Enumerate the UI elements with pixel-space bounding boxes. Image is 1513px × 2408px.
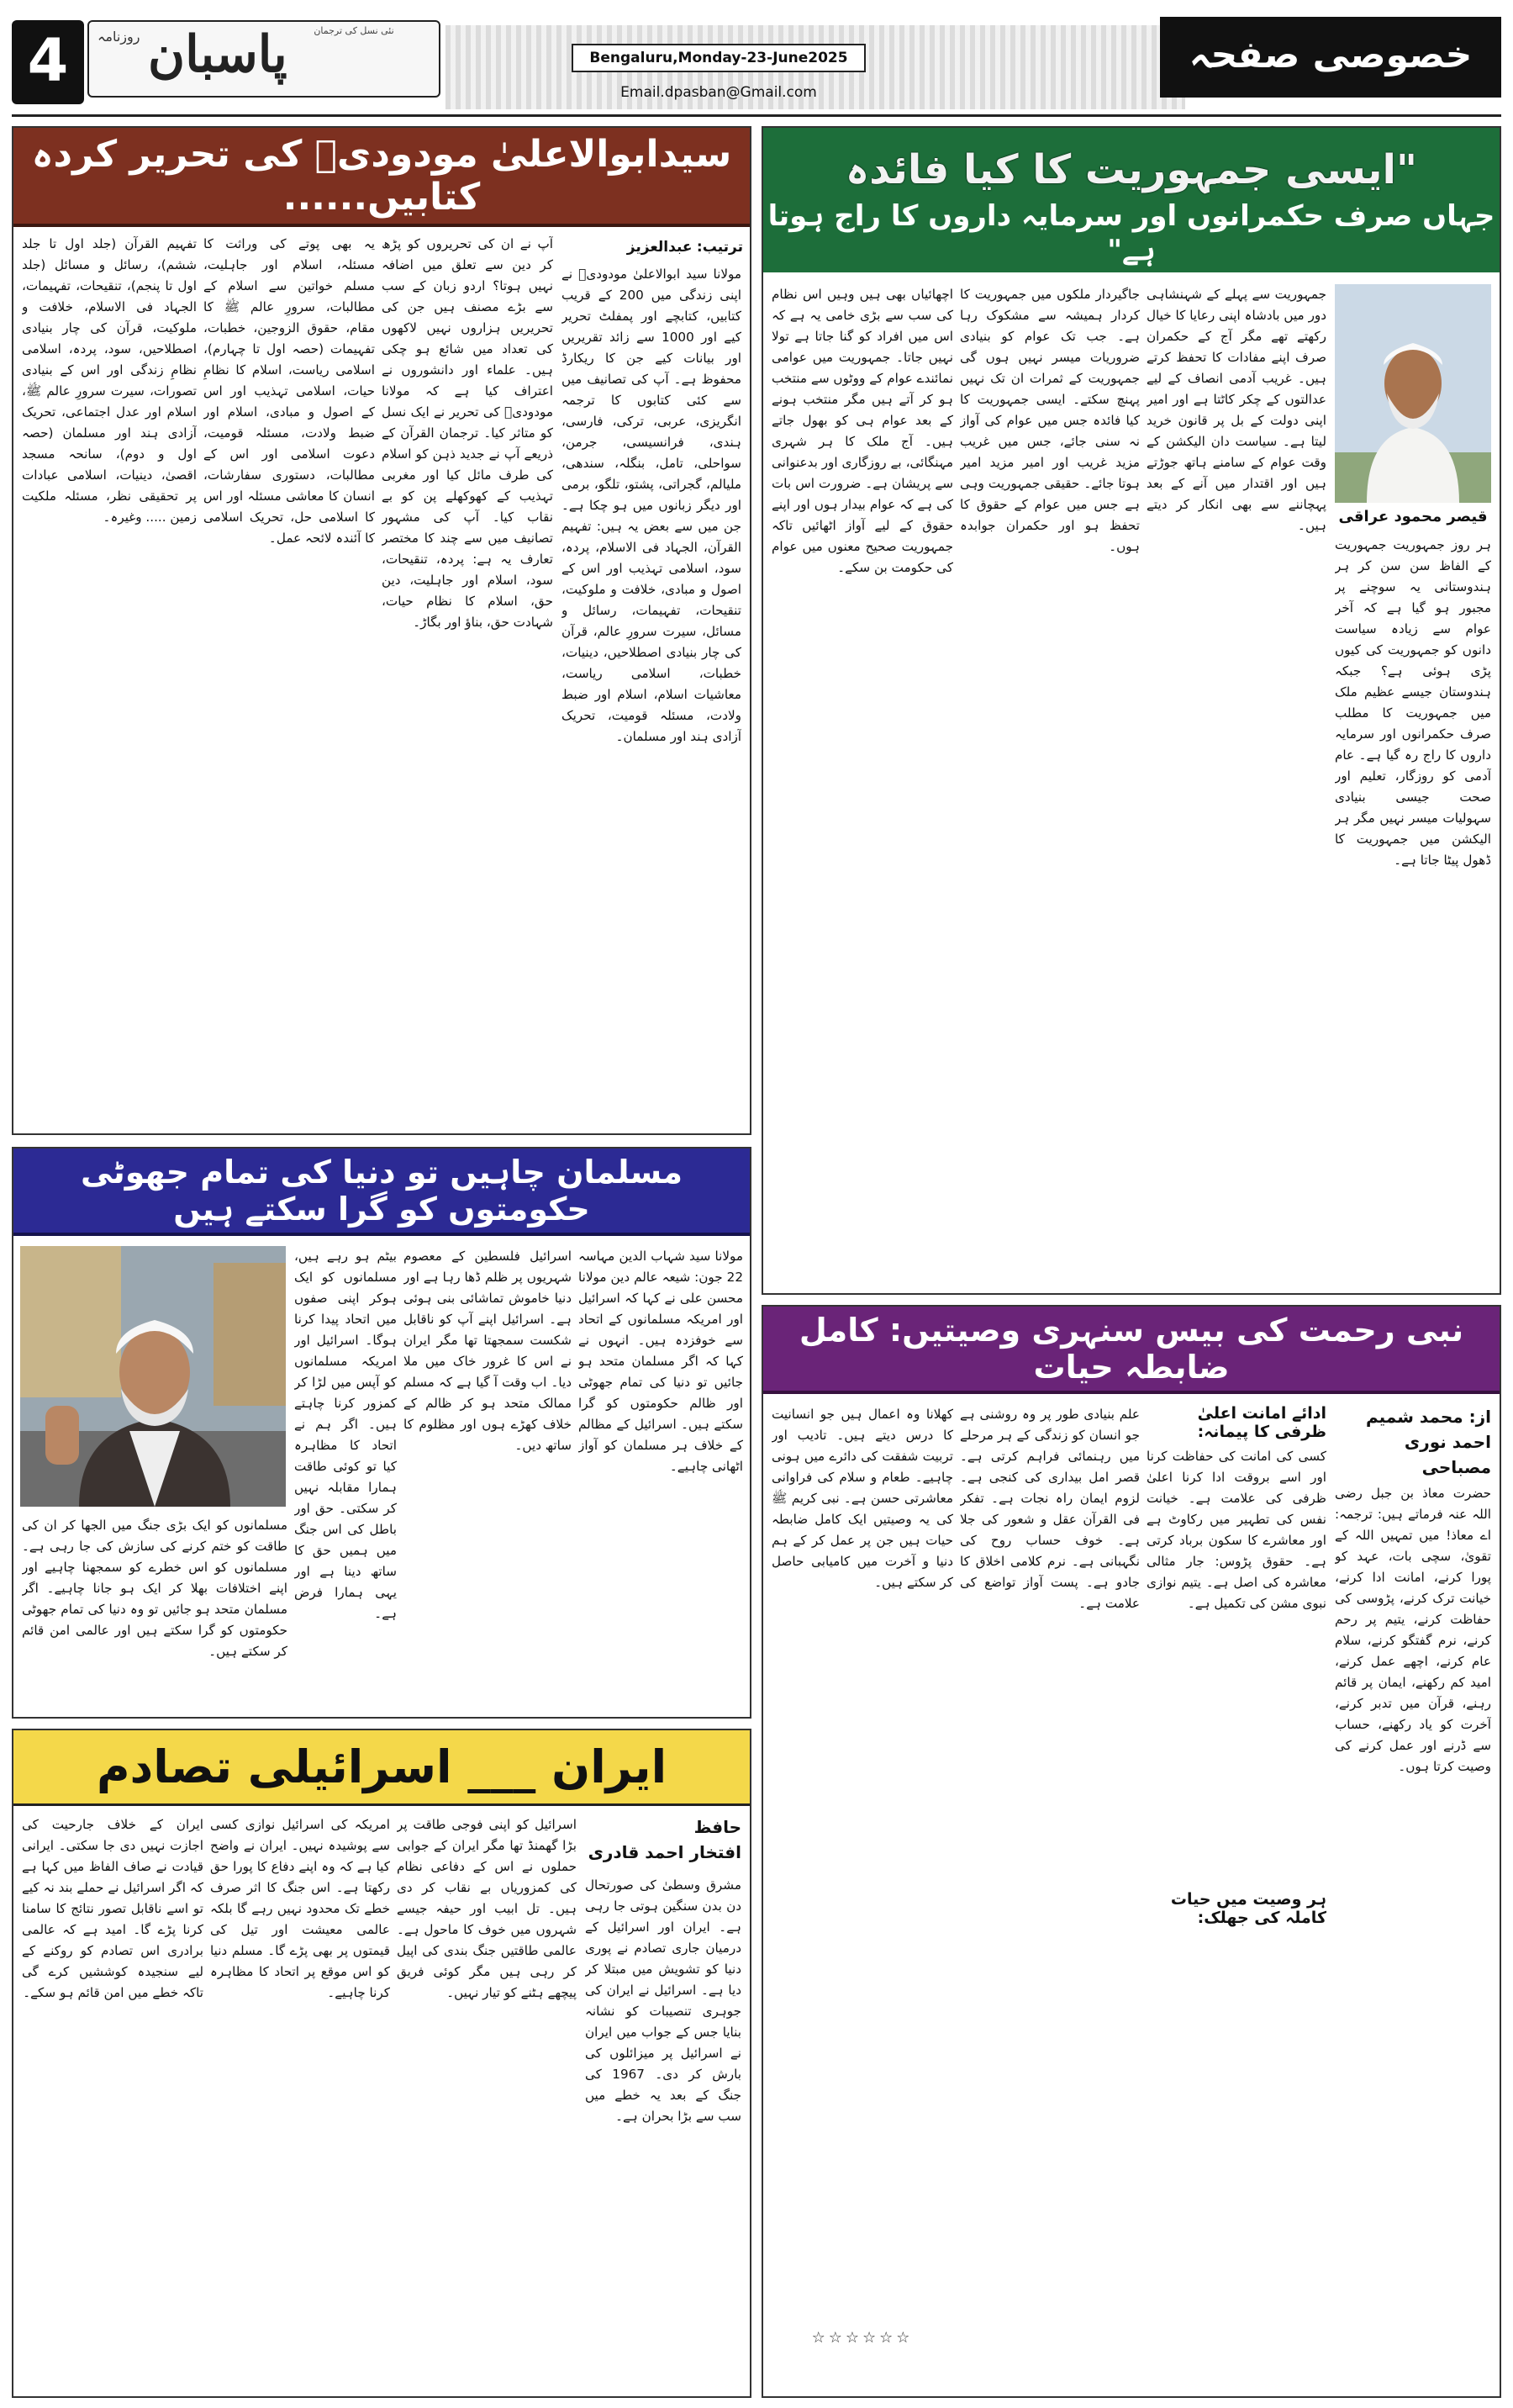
speaker-photo bbox=[20, 1246, 286, 1507]
contact-email[interactable]: Email.dpasban@Gmail.com bbox=[620, 84, 817, 101]
subhead-wasiyat: ہر وصیت میں حیات کاملہ کی جھلک: bbox=[1170, 1890, 1326, 1927]
article-hadith-column-2 bbox=[1147, 1404, 1326, 2391]
article-muslims bbox=[12, 1147, 751, 1719]
article-muslims-col2: اسرائیل فلسطین کے معصوم شہریوں پر ظلم ڈھا رہا ہے اور دنیا خاموش تماشائی بنی ہوئی ہے۔ اسرائیل اپنے آپ کو ناقابل شکست سمجھتا تھا مگر ایران نے اس کا غرور خاک میں ملا دیا۔ اب وقت آ گیا ہے کہ مسلم ممالک متحد ہو کر ظالم کے خلاف کھڑے ہوں اور مظلوم کا ساتھ دیں۔ bbox=[403, 1249, 572, 1453]
author-title: حافظ bbox=[693, 1817, 741, 1837]
article-muslims-col4: مسلمانوں کو ایک بڑی جنگ میں الجھا کر ان کی طاقت کو ختم کرنے کی سازش کی جا رہی ہے۔ مسلمانوں کو اس خطرے کو سمجھنا چاہیے اور اپنے اختلافات بھلا کر ایک ہو جانا چاہیے۔ اگر مسلمان متحد ہو جائیں تو وہ دنیا کی تمام جھوٹی حکومتوں کو گرا سکتے ہیں اور عالمی امن قائم کر سکتے ہیں۔ bbox=[22, 1518, 287, 1659]
masthead-divider bbox=[12, 114, 1501, 117]
article-iran-col3: امریکہ کی اسرائیل نوازی کسی سے پوشیدہ نہیں۔ ایران نے واضح کیا ہے کہ وہ اپنے دفاع کا پورا حق رکھتا ہے۔ اس جنگ کا اثر صرف خطے تک محدود نہیں رہے گا بلکہ عالمی معیشت اور تیل کی قیمتوں پر بھی پڑے گا۔ مسلم دنیا کو اس موقع پر اتحاد کا مظاہرہ کرنا چاہیے۔ bbox=[210, 1817, 390, 2000]
article-hadith-headline: نبی رحمت کی بیس سنہری وصیتیں: کامل ضابطہ حیات bbox=[763, 1307, 1500, 1394]
article-democracy-col2: جمہوریت سے پہلے کے شہنشاہی دور میں بادشاہ اپنی رعایا کا خیال رکھتے تھے مگر آج کے حکمران صرف اپنے مفادات کا تحفظ کرتے ہیں۔ غریب آدمی انصاف کے لیے عدالتوں کے چکر کاٹتا ہے اور امیر اپنی دولت کے بل پر قانون خرید لیتا ہے۔ سیاست دان الیکشن کے وقت عوام کے سامنے ہاتھ جوڑتے ہیں اور اقتدار میں آنے کے بعد پہچاننے سے بھی انکار کر دیتے ہیں۔ bbox=[1147, 287, 1326, 533]
logo-small-text: روزنامہ bbox=[98, 29, 140, 45]
article-books-col2: آپ نے ان کی تحریروں کو پڑھ کر دین سے تعلق میں اضافہ نہیں ہوتا؟ اردو زبان کے سب سے بڑے مصنف ہیں جن کی تحریریں ہزاروں نہیں لاکھوں کی تعداد میں شائع ہو چکی ہیں۔ علماء اور دانشوروں نے اعتراف کیا ہے کہ مولانا مودودیؒ کی تحریر نے ایک نسل کو متاثر کیا۔ ترجمان القرآن کے ذریعے آپ نے جدید ذہن کو اسلام کی طرف مائل کیا اور مغربی تہذیب کے کھوکھلے پن کو بے نقاب کیا۔ آپ کی مشہور تصانیف میں سے چند کا مختصر تعارف یہ ہے: پردہ، تنقیحات، سود، اسلام اور جاہلیت، دین حق، اسلام کا نظام حیات، شہادت حق، بناؤ اور بگاڑ۔ bbox=[382, 236, 553, 630]
author-photo bbox=[1335, 284, 1491, 503]
article-democracy-headline-2: جہاں صرف حکمرانوں اور سرمایہ داروں کا راج ہوتا ہے" bbox=[767, 199, 1495, 267]
article-iran-col4: ایران کے خلاف جارحیت کی اجازت نہیں دی جا سکتی۔ ایرانی قیادت نے صاف الفاظ میں کہا ہے کہ اگر اسرائیل نے حملے بند نہ کیے تو اسے ناقابل تصور نتائج کا سامنا کرنا پڑے گا۔ امید ہے کہ عالمی برادری اس تصادم کو روکنے کے لیے سنجیدہ کوششیں کرے گی تاکہ خطے میں امن قائم ہو سکے۔ bbox=[22, 1817, 203, 2000]
issue-date: Bengaluru,Monday-23-June2025 bbox=[572, 44, 866, 72]
article-books-col3: یہ بھی پوتے کی وراثت کا مسئلہ، اسلام اور جاہلیت، مسلم خواتین سے اسلام کے مطالبات، سرورِ عالم ﷺ کا مقام، حقوق الزوجین، خطبات، تفہیمات (حصہ اول تا چہارم)، اسلامی ریاست، اسلام کا نظامِ حیات، اسلامی تہذیب اور اس کے اصول و مبادی، اسلام اور ضبط ولادت، مسئلہ قومیت، دعوت اسلامی اور اس کے مطالبات، دستوری سفارشات، انسان کا معاشی مسئلہ اور اس کا اسلامی حل، تحریک اسلامی کا آئندہ لائحہ عمل۔ bbox=[203, 236, 375, 546]
article-hadith-column-4 bbox=[772, 1404, 953, 2391]
subhead-amanat: ادائے امانت اعلیٰ ظرفی کا پیمانہ: bbox=[1197, 1404, 1326, 1441]
article-books-byline bbox=[627, 239, 743, 256]
article-democracy bbox=[762, 126, 1501, 1295]
article-hadith bbox=[762, 1305, 1501, 2398]
article-democracy-col3: جاگیردار ملکوں میں جمہوریت کا کردار ہمیشہ سے مشکوک رہا ہے۔ جب تک عوام کو بنیادی ضروریات میسر نہیں ہوں گی جمہوریت کے ثمرات ان تک نہیں پہنچ سکتے۔ ایسی جمہوریت کا کیا فائدہ جس میں عوام کی آواز نہ سنی جائے، جس میں غریب مزید غریب اور امیر مزید امیر ہوتا جائے۔ حقیقی جمہوریت وہی ہے جس میں عوام کے حقوق کا تحفظ ہو اور حکمران جوابدہ ہوں۔ bbox=[960, 287, 1140, 554]
author-name: افتخار احمد قادری bbox=[588, 1842, 741, 1862]
page-number: 4 bbox=[12, 20, 84, 104]
end-stars: ☆☆☆☆☆☆ bbox=[811, 2329, 914, 2347]
byline-name: عبدالعزیز bbox=[626, 239, 693, 256]
article-hadith-author bbox=[1335, 1404, 1491, 1480]
article-iran-col2: اسرائیل کو اپنی فوجی طاقت پر بڑا گھمنڈ تھا مگر ایران کے جوابی حملوں نے اس کے دفاعی نظام کی کمزوریاں بے نقاب کر دی ہیں۔ تل ابیب اور حیفہ جیسے شہروں میں خوف کا ماحول ہے۔ عالمی طاقتیں جنگ بندی کی اپیل کر رہی ہیں مگر کوئی فریق پیچھے ہٹنے کو تیار نہیں۔ bbox=[397, 1817, 577, 2000]
author-label: از: bbox=[1468, 1407, 1491, 1427]
newspaper-logo bbox=[87, 20, 440, 98]
article-muslims-col1: مولانا سید شہاب الدین مہاسہ 22 جون: شیعہ عالم دین مولانا محسن علی نے کہا کہ اسرائیل اور امریکہ مسلمانوں کے اتحاد سے خوفزدہ ہیں۔ انہوں نے کہا کہ اگر مسلمان متحد ہو جائیں تو دنیا کی تمام جھوٹی اور ظالم حکومتوں کو گرا سکتے ہیں۔ اسرائیل کے مظالم کے خلاف ہر مسلمان کو آواز اٹھانی چاہیے۔ bbox=[578, 1249, 743, 1474]
article-books-headline: سیدابوالاعلیٰ مودودیؒ کی تحریر کردہ کتابیں...... bbox=[13, 128, 750, 227]
article-democracy-col4: اچھائیاں بھی ہیں وہیں اس نظام کی سب سے بڑی خامی یہ ہے کہ اس میں افراد کو گنا جاتا ہے تولا نہیں جاتا۔ جمہوریت میں عوامی نمائندے عوام کے ووٹوں سے منتخب ہو کر آتے ہیں مگر منتخب ہونے کے بعد عوام ہی کو بھول جاتے ہیں۔ آج ملک کا ہر شہری مہنگائی، بے روزگاری اور بدعنوانی سے پریشان ہے۔ ضرورت اس بات کی ہے کہ عوام بیدار ہوں اور اپنے حقوق کے لیے آواز اٹھائیں تاکہ جمہوریت صحیح معنوں میں عوام کی حکومت بن سکے۔ bbox=[772, 287, 953, 575]
article-books bbox=[12, 126, 751, 1135]
logo-wordmark: پاسبان bbox=[148, 25, 287, 84]
article-muslims-headline: مسلمان چاہیں تو دنیا کی تمام جھوٹی حکومتوں کو گرا سکتے ہیں bbox=[13, 1149, 750, 1236]
article-books-col4: تفہیم القرآن (جلد اول تا جلد ششم)، رسائل و مسائل (جلد اول تا پنجم)، تنقیحات، تفہیمات، الجہاد فی الاسلام، خلافت و ملوکیت، قرآن کی چار بنیادی اصطلاحیں، سود، پردہ، اسلامی نظامِ زندگی اور اس کے بنیادی تصورات، سیرت سرورِ عالم ﷺ، اسلام اور عدل اجتماعی، تحریک آزادی ہند اور مسلمان (حصہ اول و دوم)، سانحہ مسجد اقصیٰ، دینیات، اسلامی عبادات پر تحقیقی نظر، مسئلہ ملکیت زمین ..... وغیرہ۔ bbox=[22, 236, 197, 525]
byline-label: ترتیب: bbox=[696, 239, 743, 256]
section-title: خصوصی صفحہ bbox=[1160, 17, 1501, 98]
logo-tagline: نئی نسل کی ترجمان bbox=[314, 25, 394, 36]
article-hadith-col3: علم بنیادی طور پر وہ روشنی ہے جو انسان کو زندگی کے ہر مرحلے میں رہنمائی فراہم کرتی ہے۔ قصر امل بیداری کی کنجی ہے۔ لزوم ایمان راہ نجات ہے۔ تفکر فی القرآن عقل و شعور کی جلا ہے۔ خوف حساب روح کی نگہبانی ہے۔ نرم کلامی اخلاق کا جادو ہے۔ پست آواز تواضع کی علامت ہے۔ bbox=[960, 1407, 1140, 1611]
article-iran bbox=[12, 1729, 751, 2398]
article-democracy-headline-1: "ایسی جمہوریت کا کیا فائدہ bbox=[846, 146, 1417, 193]
article-democracy-col1: ہر روز جمہوریت جمہوریت کے الفاظ سن سن کر ہر ہندوستانی یہ سوچنے پر مجبور ہو گیا ہے کہ آخر عوام سے زیادہ سیاست دانوں کو جمہوریت کی کیوں پڑی ہوئی ہے؟ جبکہ ہندوستان جیسے عظیم ملک میں جمہوریت کا مطلب صرف حکمرانوں اور سرمایہ داروں کا راج رہ گیا ہے۔ عام آدمی کو روزگار، تعلیم اور صحت جیسی بنیادی سہولیات میسر نہیں مگر ہر الیکشن میں جمہوریت کا ڈھول پیٹا جاتا ہے۔ bbox=[1335, 537, 1491, 868]
article-books-col1: مولانا سید ابوالاعلیٰ مودودیؒ نے اپنی زندگی میں 200 کے قریب کتابیں، کتابچے اور پمفلٹ تحریر کیے اور 1000 سے زائد تقریریں اور بیانات کیے جن کا ریکارڈ محفوظ ہے۔ آپ کی تصانیف میں سے کئی کتابوں کا ترجمہ انگریزی، عربی، ترکی، فارسی، ہندی، فرانسیسی، جرمن، سواحلی، تامل، بنگلہ، سندھی، ملیالم، گجراتی، پشتو، تلگو، برمی اور دیگر زبانوں میں ہو چکا ہے۔ جن میں سے بعض یہ ہیں: تفہیم القرآن، الجہاد فی الاسلام، پردہ، سود، اسلامی تہذیب اور اس کے اصول و مبادی، خلافت و ملوکیت، تنقیحات، تفہیمات، رسائل و مسائل، سیرت سرورِ عالم، قرآن کی چار بنیادی اصطلاحیں، دینیات، خطبات، اسلامی ریاست، معاشیات اسلام، اسلام اور ضبط ولادت، مسئلہ قومیت، تحریک آزادی ہند اور مسلمان۔ bbox=[561, 267, 741, 744]
article-iran-author bbox=[585, 1814, 741, 1865]
author-name: محمد شمیم احمد نوری مصباحی bbox=[1366, 1407, 1491, 1477]
article-hadith-col1: حضرت معاذ بن جبل رضی اللہ عنہ فرماتے ہیں: ترجمہ: اے معاذ! میں تمہیں اللہ کے تقویٰ، سچی بات، عہد کو پورا کرنے، امانت ادا کرنے، خیانت ترک کرنے، پڑوسی کی حفاظت کرنے، یتیم پر رحم کرنے، نرم گفتگو کرنے، سلام عام کرنے، اچھے عمل کرنے، امید کم رکھنے، ایمان پر قائم رہنے، قرآن میں تدبر کرنے، آخرت کو یاد رکھنے، حساب سے ڈرنے اور عمل کرنے کی وصیت کرتا ہوں۔ bbox=[1335, 1486, 1491, 1774]
article-democracy-author: قیصر محمود عراقی bbox=[1338, 508, 1488, 525]
article-muslims-col3: بیٹم ہو رہے ہیں، مسلمانوں کو ایک ہوکر اپنی صفوں میں اتحاد پیدا کرنا ہوگا۔ اسرائیل اور امریکہ مسلمانوں کو آپس میں لڑا کر کمزور کرنا چاہتے ہیں۔ اگر ہم نے اتحاد کا مظاہرہ کیا تو کوئی طاقت ہمارا مقابلہ نہیں کر سکتی۔ حق اور باطل کی اس جنگ میں ہمیں حق کا ساتھ دینا ہے اور یہی ہمارا فرض ہے۔ bbox=[294, 1249, 397, 1621]
article-hadith-col4: کھلانا وہ اعمال ہیں جو انسانیت کا درس دیتے ہیں۔ تادیب اور تربیت شفقت کی دائرے میں ہونی چاہیے۔ طعام و سلام کی فراوانی معاشرتی حسن ہے۔ نبی کریم ﷺ کی یہ وصیتیں ایک کامل ضابطہ حیات ہیں جن پر عمل کر کے ہم دنیا و آخرت میں کامیابی حاصل کر سکتے ہیں۔ bbox=[772, 1407, 953, 1590]
article-iran-col1: مشرق وسطیٰ کی صورتحال دن بدن سنگین ہوتی جا رہی ہے۔ ایران اور اسرائیل کے درمیان جاری تصادم نے پوری دنیا کو تشویش میں مبتلا کر دیا ہے۔ اسرائیل نے ایران کی جوہری تنصیبات کو نشانہ بنایا جس کے جواب میں ایران نے اسرائیل پر میزائلوں کی بارش کر دی۔ 1967 کی جنگ کے بعد یہ خطے میں سب سے بڑا بحران ہے۔ bbox=[585, 1877, 741, 2124]
article-iran-headline: ایران ___ اسرائیلی تصادم bbox=[13, 1730, 750, 1806]
article-hadith-col2: کسی کی امانت کی حفاظت کرنا اور اسے بروقت ادا کرنا اعلیٰ ظرفی کی علامت ہے۔ خیانت نفس کی تطہیر میں رکاوٹ ہے اور معاشرے کا سکون برباد کرتی ہے۔ حقوق پڑوس: جار مثالی معاشرہ کی اصل ہے۔ یتیم نوازی نبوی مشن کی تکمیل ہے۔ bbox=[1147, 1449, 1326, 1611]
article-democracy-headline-box bbox=[763, 128, 1500, 272]
